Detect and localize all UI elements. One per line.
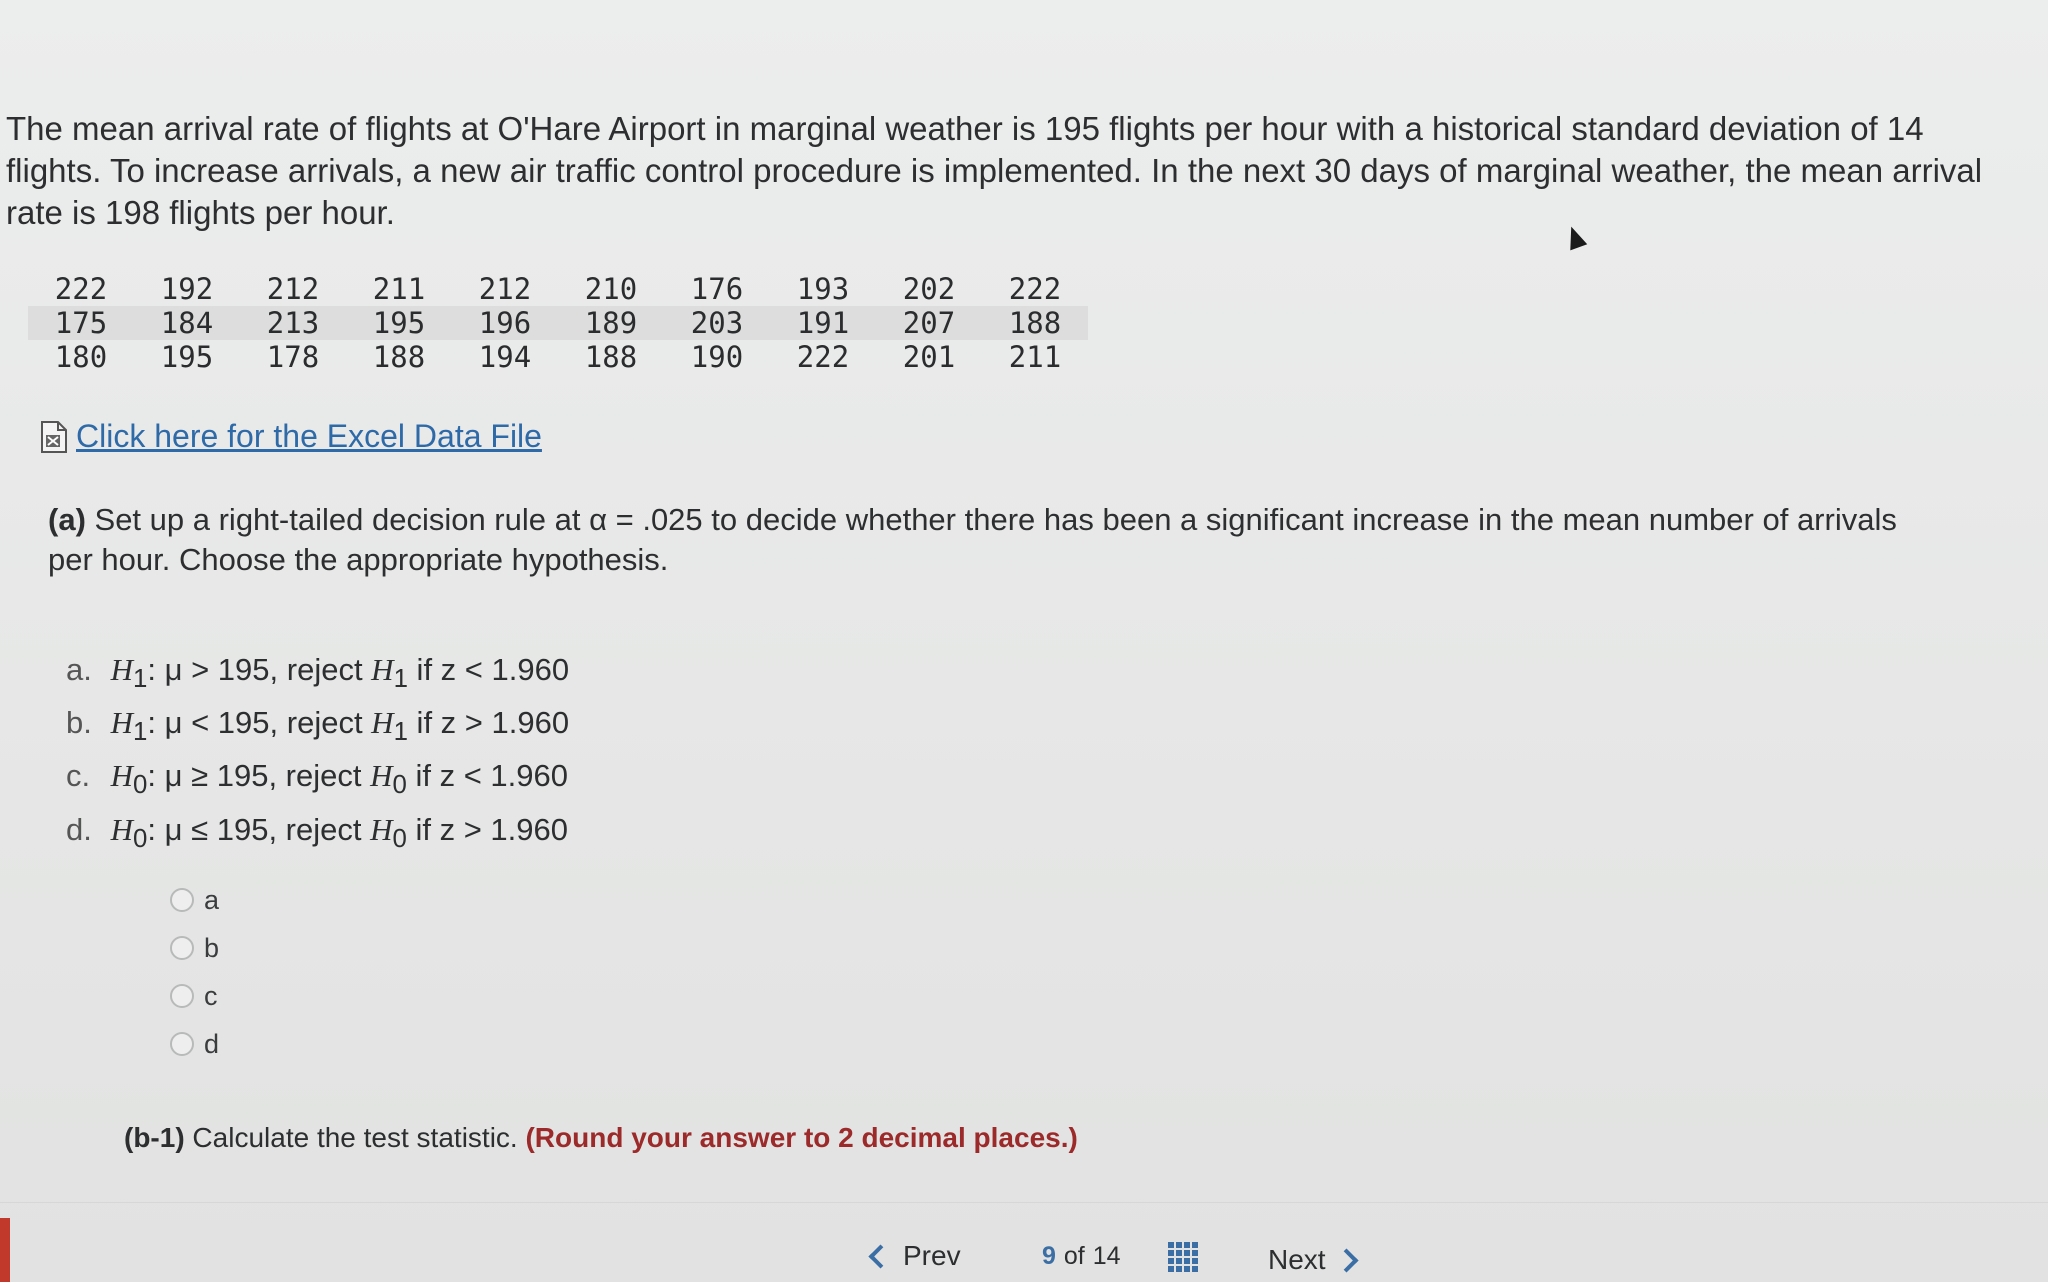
table-cell: 194 — [478, 340, 532, 374]
reject-symbol: H — [371, 652, 394, 687]
table-cell: 178 — [266, 340, 320, 374]
table-cell: 212 — [478, 272, 532, 306]
grid-icon[interactable] — [1168, 1242, 1198, 1272]
table-row — [28, 306, 1088, 340]
option-letter: b. — [66, 705, 92, 741]
table-cell: 191 — [770, 306, 876, 340]
table-cell: 222 — [54, 272, 108, 306]
table-cell: 213 — [240, 306, 346, 340]
prev-label[interactable]: Prev — [903, 1240, 961, 1271]
table-row — [28, 340, 1088, 374]
option-rule: if z > 1.960 — [406, 811, 568, 847]
table-cell: 188 — [372, 340, 426, 374]
table-cell: 203 — [664, 306, 770, 340]
chevron-left-icon — [868, 1244, 892, 1268]
excel-data-file-link[interactable] — [40, 418, 542, 455]
part-b1-tag: (b-1) — [124, 1122, 185, 1153]
alpha-symbol: α — [589, 502, 607, 537]
hypothesis-symbol: H — [110, 652, 134, 687]
prev-button[interactable] — [872, 1240, 961, 1272]
table-cell: 211 — [372, 272, 426, 306]
of-label: of — [1063, 1242, 1085, 1270]
option-rule: if z > 1.960 — [407, 705, 570, 741]
table-cell: 189 — [558, 306, 664, 340]
option-rule: if z < 1.960 — [406, 758, 568, 794]
table-cell: 195 — [160, 340, 214, 374]
table-cell: 202 — [902, 272, 956, 306]
radio-option-d[interactable] — [170, 1020, 219, 1068]
chevron-right-icon — [1334, 1248, 1358, 1272]
hypothesis-options — [66, 648, 569, 861]
table-cell: 193 — [796, 272, 850, 306]
option-condition: : μ ≤ 195, reject — [147, 811, 371, 847]
radio-option-c[interactable] — [170, 972, 219, 1020]
option-letter: c. — [66, 758, 91, 794]
radio-label[interactable]: a — [204, 884, 220, 915]
radio-button[interactable] — [170, 888, 194, 912]
hypothesis-subscript: 0 — [133, 824, 148, 853]
problem-statement: The mean arrival rate of flights at O'Hare Airport in marginal weather is 195 flights per hour with a historical standard deviation of 14 flights. To increase arrivals, a new air traffic control procedure is implemented. In the next 30 days of marginal weather, the mean arrival rate is 198 flights per hour. — [6, 110, 1983, 231]
table-cell: 184 — [134, 306, 240, 340]
hypothesis-subscript: 1 — [133, 665, 148, 694]
current-page: 9 — [1042, 1242, 1056, 1270]
table-cell: 196 — [452, 306, 558, 340]
radio-option-b[interactable] — [170, 924, 219, 972]
table-cell: 176 — [690, 272, 744, 306]
part-b1-text: Calculate the test statistic. — [184, 1122, 526, 1153]
radio-label[interactable]: d — [204, 1028, 220, 1059]
reject-subscript: 0 — [392, 771, 407, 800]
table-cell: 195 — [346, 306, 452, 340]
part-a-tag: (a) — [48, 502, 86, 537]
page-indicator — [1042, 1242, 1121, 1271]
hypothesis-symbol: H — [110, 705, 134, 741]
option-condition: : μ ≥ 195, reject — [147, 758, 371, 794]
hypothesis-symbol: H — [110, 758, 134, 794]
radio-button[interactable] — [170, 1032, 194, 1056]
excel-link-label[interactable]: Click here for the Excel Data File — [76, 418, 542, 454]
option-condition: : μ > 195, reject — [147, 652, 372, 687]
reject-subscript: 1 — [393, 665, 408, 694]
hypothesis-option-a — [66, 648, 569, 701]
data-table — [28, 272, 1088, 374]
hypothesis-option-b — [66, 701, 569, 754]
next-button[interactable] — [1268, 1244, 1355, 1276]
table-cell: 207 — [876, 306, 982, 340]
table-cell: 211 — [1008, 340, 1062, 374]
total-pages: 14 — [1092, 1242, 1121, 1270]
question-part-b1 — [124, 1122, 1078, 1154]
hypothesis-option-d — [66, 808, 569, 861]
part-a-text-before-alpha: Set up a right-tailed decision rule at — [94, 502, 590, 537]
reject-symbol: H — [371, 705, 394, 741]
hypothesis-option-c — [66, 754, 569, 807]
option-rule: if z < 1.960 — [407, 652, 570, 687]
reject-symbol: H — [370, 811, 393, 847]
reject-subscript: 0 — [392, 824, 407, 853]
rounding-instruction: (Round your answer to 2 decimal places.) — [525, 1122, 1078, 1153]
part-a-text-after-alpha: = .025 to decide whether there has been a significant increase in the mean number of arrivals per hour. Choose the appropriate hypothesis. — [48, 502, 1897, 577]
table-cell: 175 — [28, 306, 134, 340]
hypothesis-subscript: 1 — [133, 718, 148, 747]
radio-label[interactable]: c — [204, 980, 218, 1011]
table-row — [28, 272, 1088, 306]
radio-label[interactable]: b — [204, 932, 220, 963]
table-cell: 192 — [160, 272, 214, 306]
reject-subscript: 1 — [393, 718, 408, 747]
reject-symbol: H — [370, 758, 393, 794]
hypothesis-symbol: H — [110, 811, 134, 847]
table-cell: 222 — [796, 340, 850, 374]
radio-option-a[interactable] — [170, 876, 219, 924]
table-cell: 210 — [584, 272, 638, 306]
radio-button[interactable] — [170, 936, 194, 960]
footer-divider — [0, 1202, 2048, 1203]
table-cell: 201 — [902, 340, 956, 374]
answer-radio-group — [170, 876, 219, 1068]
table-cell: 222 — [1008, 272, 1062, 306]
table-cell: 180 — [54, 340, 108, 374]
next-label[interactable]: Next — [1268, 1244, 1326, 1275]
table-cell: 188 — [584, 340, 638, 374]
table-cell: 212 — [266, 272, 320, 306]
table-cell: 190 — [690, 340, 744, 374]
excel-file-icon — [40, 421, 68, 453]
hypothesis-subscript: 0 — [133, 771, 148, 800]
option-letter: a. — [66, 652, 92, 687]
question-part-a — [48, 500, 1948, 580]
pagination-footer — [0, 1240, 2048, 1280]
table-cell: 188 — [982, 306, 1088, 340]
radio-button[interactable] — [170, 984, 194, 1008]
option-letter: d. — [66, 811, 92, 847]
option-condition: : μ < 195, reject — [147, 705, 372, 741]
